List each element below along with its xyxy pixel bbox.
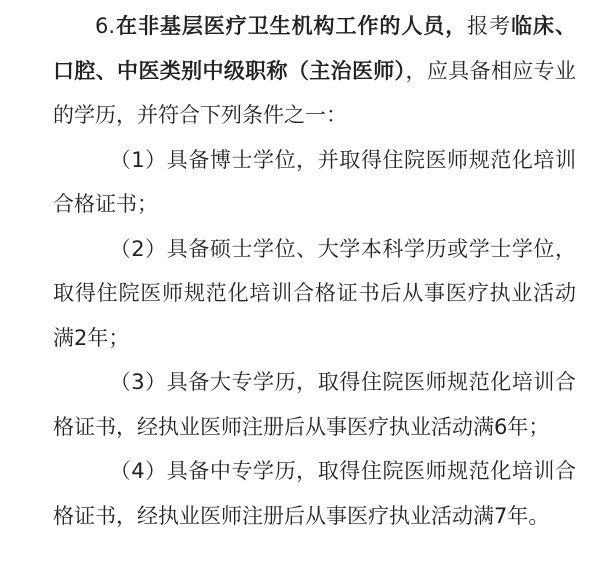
title-category: 临床、口腔、中医类别中级职称（主治医师） (53, 14, 577, 83)
item-number: 6. (95, 14, 116, 38)
intro-requirement: ，应具备相应专业的学历，并符合下列条件之一： (53, 58, 577, 127)
intro-connector: 报考 (467, 14, 512, 38)
condition-3: （3）具备大专学历，取得住院医师规范化培训合格证书，经执业医师注册后从事医疗执业活动满6年； (53, 370, 576, 439)
intro-paragraph (53, 4, 576, 138)
condition-1: （1）具备博士学位，并取得住院医师规范化培训合格证书； (53, 147, 576, 216)
applicant-scope: 在非基层医疗卫生机构工作的人员， (115, 14, 468, 38)
condition-2: （2）具备硕士学位、大学本科学历或学士学位，取得住院医师规范化培训合格证书后从事医疗执业活动满2年； (53, 236, 576, 350)
condition-4: （4）具备中专学历，取得住院医师规范化培训合格证书，经执业医师注册后从事医疗执业活动满7年。 (53, 459, 576, 528)
